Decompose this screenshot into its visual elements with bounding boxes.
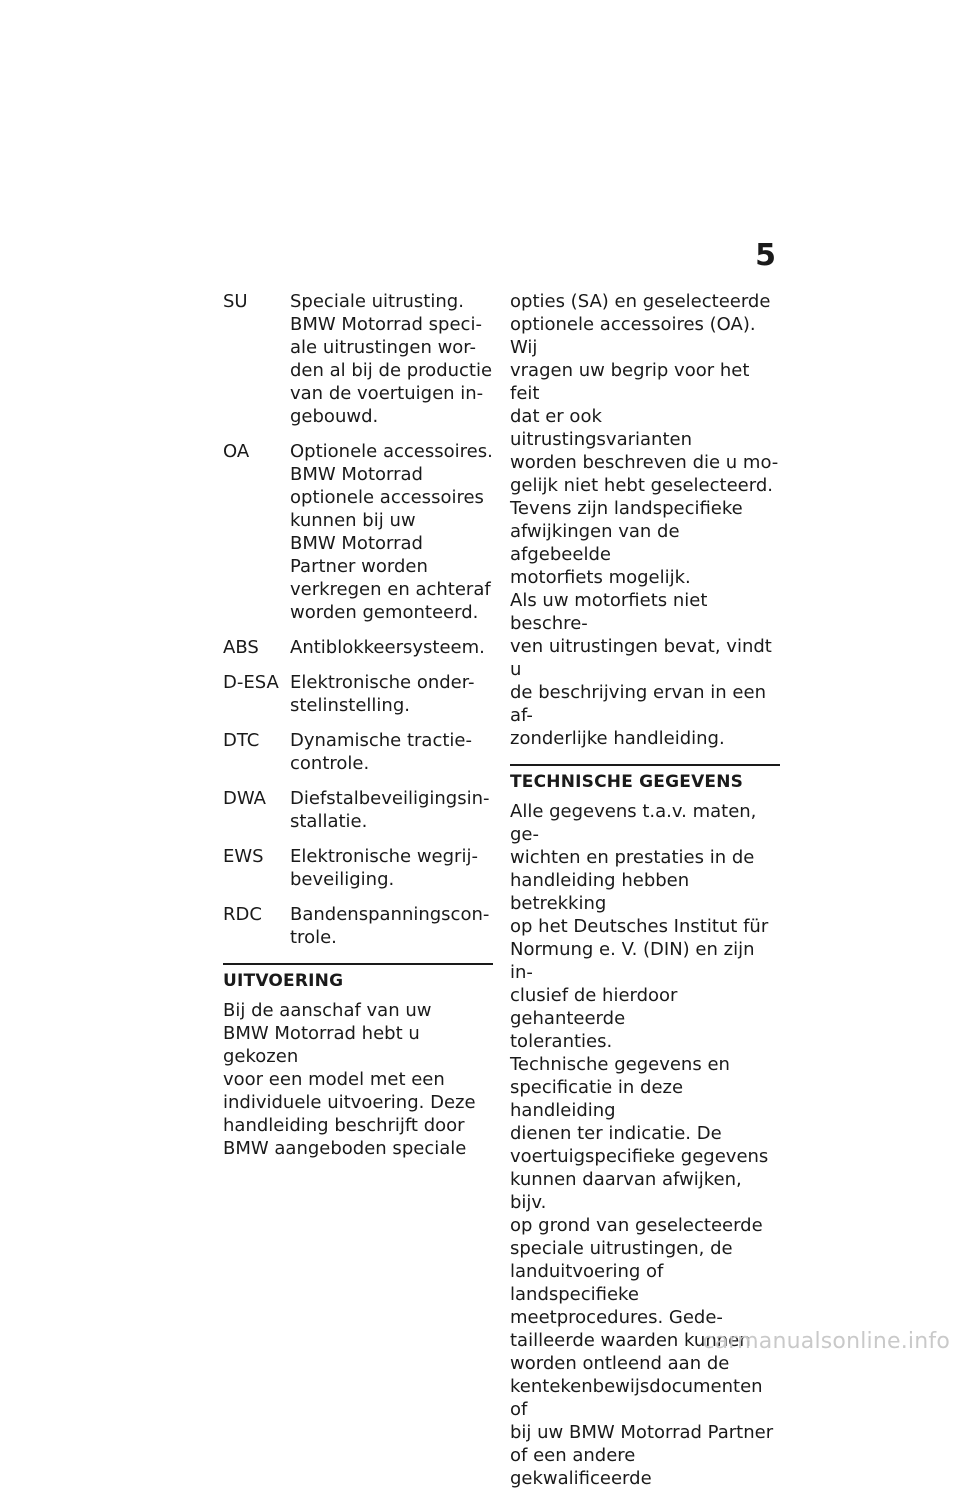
abbreviation-definition: Elektronische wegrij- beveiliging. xyxy=(290,846,478,890)
uitvoering-text-continued: opties (SA) en geselecteerde optionele accessoires (OA). Wij vragen uw begrip voor het feit dat er ook uitrustingsvarianten worden beschreven die u mo- gelijk niet hebt geselecteerd. Tevens zijn landspecifieke afwijkingen van de afgebeelde motorfiets mogelijk. Als uw motorfiets niet beschre- ven uitrustingen bevat, vindt u de beschrijving ervan in een af- zonderlijke handleiding. xyxy=(510,291,779,749)
abbreviation-code: OA xyxy=(223,441,250,462)
abbreviation-entry xyxy=(223,787,493,833)
abbreviation-entry xyxy=(223,671,493,717)
section-heading-uitvoering: UITVOERING xyxy=(223,963,493,993)
abbreviation-code: EWS xyxy=(223,846,264,867)
abbreviation-definition: Diefstalbeveiligingsin- stallatie. xyxy=(290,788,490,832)
right-column xyxy=(510,290,780,1490)
abbreviation-list xyxy=(223,290,493,949)
abbreviation-entry xyxy=(223,729,493,775)
page-number: 5 xyxy=(755,238,776,273)
technische-gegevens-text: Alle gegevens t.a.v. maten, ge- wichten en prestaties in de handleiding hebben betrekking op het Deutsches Institut für Normung e. V. (DIN) en zijn in- clusief de hierdoor gehanteerde toleranties. Technische gegevens en specificatie in deze handleiding dienen ter indicatie. De voertuigspecifieke gegevens kunnen daarvan afwijken, bijv. op grond van geselecteerde speciale uitrustingen, de landuitvoering of landspecifieke meetprocedures. Gede- tailleerde waarden kunnen worden ontleend aan de kentekenbewijsdocumenten of bij uw BMW Motorrad Partner of een andere gekwalificeerde xyxy=(510,801,774,1489)
watermark: carmanualsonline.info xyxy=(702,1329,950,1354)
abbreviation-code: DWA xyxy=(223,788,266,809)
abbreviation-code: RDC xyxy=(223,904,262,925)
abbreviation-code: ABS xyxy=(223,637,259,658)
abbreviation-entry xyxy=(223,845,493,891)
abbreviation-definition: Elektronische onder- stelinstelling. xyxy=(290,672,475,716)
abbreviation-definition: Antiblokkeersysteem. xyxy=(290,637,485,658)
abbreviation-code: D-ESA xyxy=(223,672,279,693)
section-heading-technische-gegevens: TECHNISCHE GEGEVENS xyxy=(510,764,780,794)
abbreviation-definition: Optionele accessoires. BMW Motorrad optionele accessoires kunnen bij uw BMW Motorrad Partner worden verkregen en achteraf worden gemonteerd. xyxy=(290,441,493,623)
abbreviation-entry xyxy=(223,290,493,428)
abbreviation-code: DTC xyxy=(223,730,260,751)
abbreviation-definition: Speciale uitrusting. BMW Motorrad speci- ale uitrustingen wor- den al bij de productie van de voertuigen in- gebouwd. xyxy=(290,291,493,427)
uitvoering-text: Bij de aanschaf van uw BMW Motorrad hebt u gekozen voor een model met een individuele uitvoering. Deze handleiding beschrijft door BMW aangeboden speciale xyxy=(223,1000,476,1159)
abbreviation-entry xyxy=(223,636,493,659)
left-column xyxy=(223,290,493,1160)
abbreviation-entry xyxy=(223,903,493,949)
abbreviation-definition: Dynamische tractie- controle. xyxy=(290,730,472,774)
abbreviation-code: SU xyxy=(223,291,248,312)
abbreviation-definition: Bandenspanningscon- trole. xyxy=(290,904,490,948)
abbreviation-entry xyxy=(223,440,493,624)
